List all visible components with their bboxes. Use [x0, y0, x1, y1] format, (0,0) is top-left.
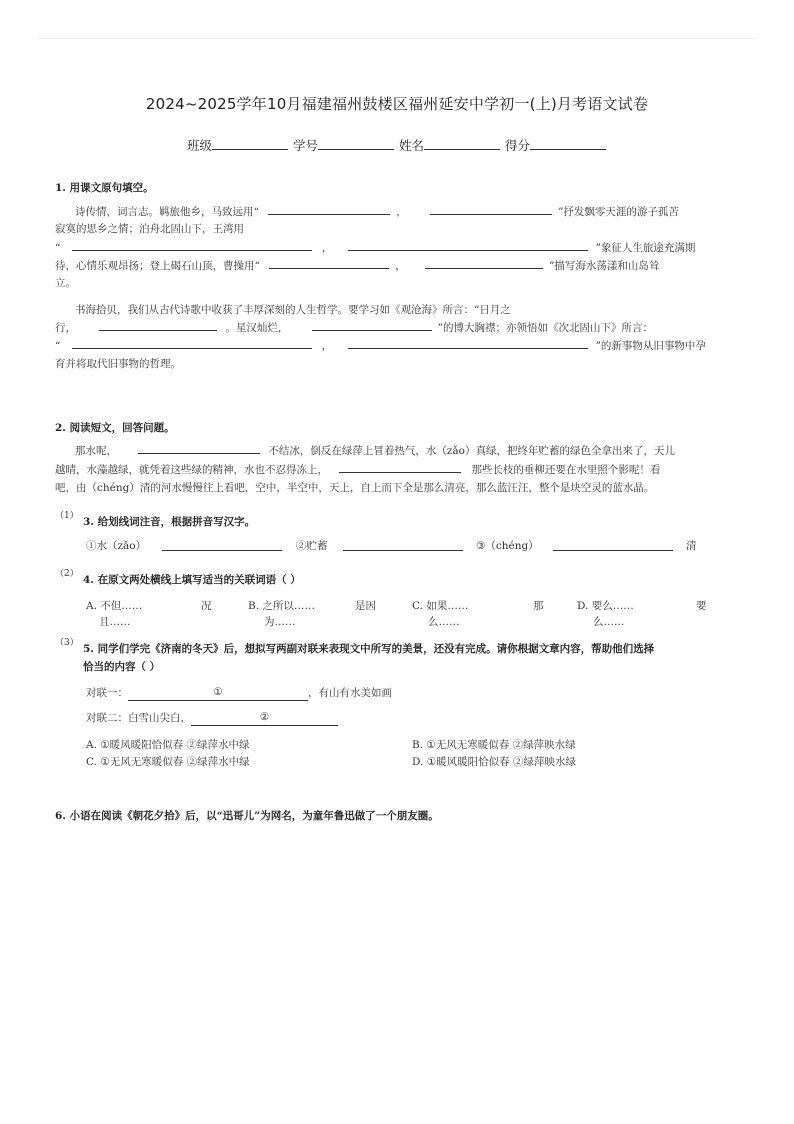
q1-blank-9[interactable]	[72, 338, 312, 349]
couplet-1: 对联一： ① ，有山有水美如画	[86, 686, 392, 699]
top-divider	[38, 38, 756, 39]
subquestion-1-number: （1）	[55, 511, 79, 521]
class-label: 班级	[186, 138, 212, 153]
sq2-option-c-cont: 么……	[428, 616, 460, 628]
sq2-option-d[interactable]: D. 要么……	[577, 600, 634, 612]
sq3-option-a[interactable]: A. ①暖风暖阳恰似春 ②绿萍水中绿	[86, 739, 250, 751]
q1-blank-3[interactable]	[72, 240, 312, 251]
sq3-option-b[interactable]: B. ①无风无寒暖似春 ②绿萍映水绿	[412, 739, 576, 751]
q2-passage-line-1: 那水呢， 不结冰，倒反在绿萍上冒着热气，水（zǎo）真绿，把终年贮蓄的绿色全拿出来了，天儿	[75, 445, 675, 457]
sq3-option-c[interactable]: C. ①无风无寒暖似春 ②绿萍水中绿	[86, 756, 250, 768]
question-1-heading: 1. 用课文原句填空。	[55, 182, 154, 194]
name-blank[interactable]	[424, 137, 500, 150]
q2-passage-blank-1[interactable]	[138, 443, 260, 454]
sq2-option-d-cont: 么……	[593, 616, 625, 628]
sq1-blank-2[interactable]	[343, 540, 463, 551]
sq2-option-c[interactable]: C. 如果……	[412, 600, 469, 612]
sq2-option-d-part: 要	[696, 600, 707, 612]
sq2-option-c-part: 那	[533, 600, 544, 612]
q2-passage-line-2: 越晴，水藻越绿，就凭着这些绿的精神，水也不忍得冻上， 那些长枝的垂柳还要在水里照个影呢！看	[55, 464, 661, 476]
sq2-option-b-cont: 为……	[264, 616, 296, 628]
q1-line-5: 立。	[55, 277, 76, 289]
couplet-2: 对联二：白雪山尖白， ②	[86, 710, 338, 726]
q1-line-1: 诗传情，词言志。羁旅他乡，马致远用“ ， ”抒发飘零天涯的游子孤苦	[75, 206, 679, 218]
q1-blank-2[interactable]	[430, 204, 552, 215]
q1-line-8: “ ， ”的新事物从旧事物中孕	[55, 340, 706, 352]
q1-line-3: “ ， ”象征人生旅途充满期	[55, 242, 696, 254]
q1-blank-4[interactable]	[348, 240, 588, 251]
subquestion-1-heading: 3. 给划线词注音，根据拼音写汉字。	[83, 516, 256, 528]
q1-blank-1[interactable]	[268, 204, 390, 215]
subquestion-3-heading: 5. 同学们学完《济南的冬天》后，想拟写两副对联来表现文中所写的美景，还没有完成。请你根据文章内容，帮助他们选择	[83, 643, 655, 655]
q1-blank-7[interactable]	[99, 320, 217, 331]
couplet-1-blank[interactable]: ①	[128, 687, 308, 701]
sq1-item-4: 清	[686, 540, 697, 552]
number-label: 学号	[292, 138, 318, 153]
q1-line-9: 育并将取代旧事物的哲理。	[55, 358, 181, 370]
q1-line-4: 待，心情乐观昂扬；登上碣石山顶，曹操用“ ， ”描写海水荡漾和山岛耸	[55, 260, 660, 272]
subquestion-2-heading: 4. 在原文两处横线上填写适当的关联词语（ ）	[83, 574, 301, 586]
subquestion-3-number: （3）	[55, 638, 79, 648]
sq1-blank-3[interactable]	[553, 540, 673, 551]
q1-line-6: 书海拾贝，我们从古代诗歌中收获了丰厚深刻的人生哲学。要学习如《观沧海》所言：“日月之	[75, 304, 511, 316]
sq1-item-1: ①水（zǎo）	[86, 540, 147, 552]
subquestion-2-number: （2）	[55, 569, 79, 579]
sq2-option-b-part: 是因	[355, 600, 376, 612]
student-info	[0, 136, 794, 154]
q2-passage-line-3: 吧，由（chéng）清的河水慢慢往上看吧，空中，半空中，天上，自上而下全是那么清亮，那么蓝汪汪，整个是块空灵的蓝水晶。	[55, 482, 655, 494]
sq2-option-a[interactable]: A. 不但……	[86, 600, 143, 612]
question-2-heading: 2. 阅读短文，回答问题。	[55, 422, 175, 434]
couplet-2-blank[interactable]: ②	[191, 712, 338, 726]
q1-blank-8[interactable]	[312, 320, 432, 331]
sq1-item-3: ③（chéng）	[476, 540, 539, 552]
score-label: 得分	[504, 138, 530, 153]
q1-blank-5[interactable]	[269, 258, 389, 269]
sq2-option-b[interactable]: B. 之所以……	[248, 600, 315, 612]
page-title: 2024~2025学年10月福建福州鼓楼区福州延安中学初一(上)月考语文试卷	[145, 95, 649, 113]
q1-blank-6[interactable]	[425, 258, 543, 269]
sq1-item-2: ②贮蓄	[296, 540, 328, 552]
sq2-option-a-part: 况	[201, 600, 212, 612]
sq1-blank-1[interactable]	[162, 540, 282, 551]
name-label: 姓名	[398, 138, 424, 153]
q1-line-7: 行， 。星汉灿烂， ”的博大胸襟；亦领悟如《次北固山下》所言：	[55, 322, 654, 334]
subquestion-3-heading-cont: 恰当的内容（ ）	[83, 661, 161, 673]
score-blank[interactable]	[530, 137, 606, 150]
q1-line-2: 寂寞的思乡之情；泊舟北固山下，王湾用	[55, 223, 244, 235]
question-6-heading: 6. 小语在阅读《朝花夕拾》后，以“迅哥儿”为网名，为童年鲁迅做了一个朋友圈。	[55, 810, 439, 822]
number-blank[interactable]	[318, 137, 394, 150]
sq3-option-d[interactable]: D. ①暖风暖阳恰似春 ②绿萍映水绿	[412, 756, 576, 768]
q2-passage-blank-2[interactable]	[339, 462, 461, 473]
class-blank[interactable]	[212, 137, 288, 150]
sq2-option-a-cont: 且……	[99, 616, 131, 628]
q1-blank-10[interactable]	[348, 338, 588, 349]
